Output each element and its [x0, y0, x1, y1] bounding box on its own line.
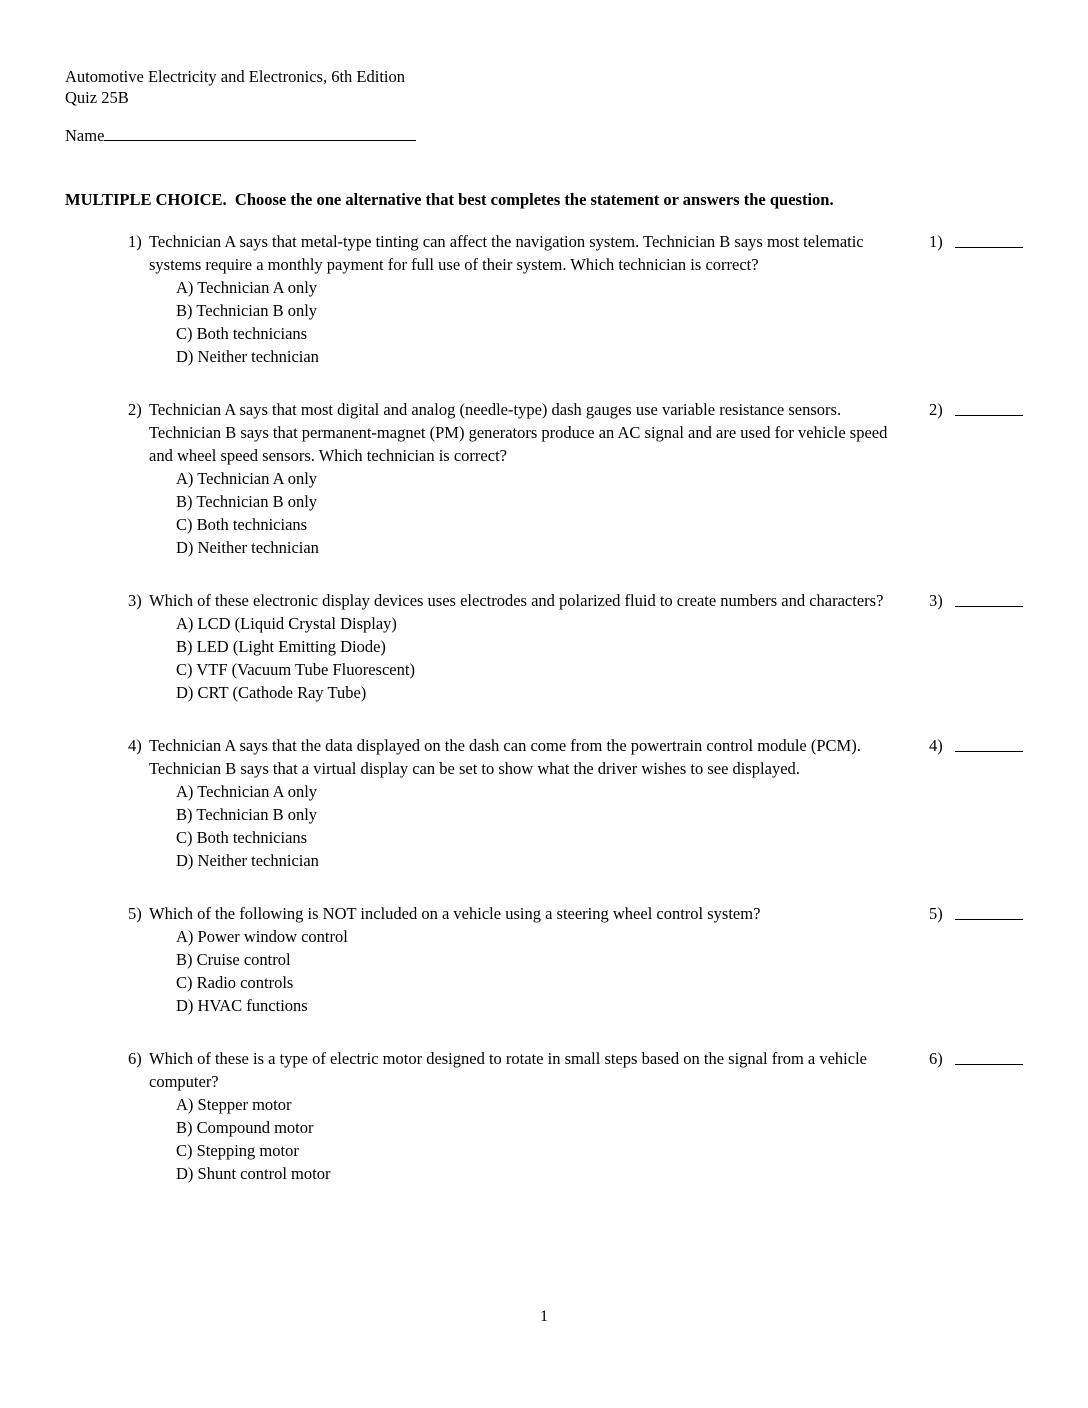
answer-area	[929, 589, 1025, 612]
answer-number: 6)	[929, 1049, 943, 1068]
answer-blank[interactable]	[955, 734, 1023, 752]
answer-number: 2)	[929, 400, 943, 419]
question-option: A) Technician A only	[176, 782, 318, 801]
question-number: 4)	[128, 736, 142, 755]
answer-area	[929, 734, 1025, 757]
answer-number: 4)	[929, 736, 943, 755]
answer-area	[929, 230, 1025, 253]
questions-list	[128, 230, 1025, 1185]
question-text: Technician A says that the data displayed on the dash can come from the powertrain control module (PCM). Technician B says that a virtual display can be set to show what the driver wishes to see displayed.	[149, 736, 861, 778]
question-option: D) Neither technician	[176, 347, 319, 366]
answer-blank[interactable]	[955, 1047, 1023, 1065]
question-option: B) Cruise control	[176, 950, 291, 969]
answer-number: 3)	[929, 591, 943, 610]
question-option: D) Neither technician	[176, 538, 319, 557]
question-text: Which of these electronic display devices uses electrodes and polarized fluid to create numbers and characters?	[149, 591, 884, 610]
question-option: D) Neither technician	[176, 851, 319, 870]
question-option: C) Radio controls	[176, 973, 294, 992]
question-option: D) CRT (Cathode Ray Tube)	[176, 683, 367, 702]
page-number: 1	[540, 1308, 548, 1325]
question-option: C) Both technicians	[176, 828, 308, 847]
question-option: C) Stepping motor	[176, 1141, 299, 1160]
question-number: 1)	[128, 232, 142, 251]
quiz-title: Quiz 25B	[65, 88, 129, 107]
answer-number: 1)	[929, 232, 943, 251]
answer-number: 5)	[929, 904, 943, 923]
question-option: B) Technician B only	[176, 805, 318, 824]
question-option: A) Stepper motor	[176, 1095, 292, 1114]
answer-blank[interactable]	[955, 398, 1023, 416]
question-option: A) Technician A only	[176, 278, 318, 297]
question-block	[128, 734, 1025, 872]
question-block	[128, 230, 1025, 368]
question-block	[128, 589, 1025, 704]
instructions: MULTIPLE CHOICE. Choose the one alternative that best completes the statement or answers the question.	[65, 190, 834, 209]
question-option: D) HVAC functions	[176, 996, 308, 1015]
answer-area	[929, 1047, 1025, 1070]
question-option: B) Technician B only	[176, 492, 318, 511]
answer-blank[interactable]	[955, 230, 1023, 248]
name-blank[interactable]	[104, 125, 416, 141]
name-row	[65, 125, 1025, 146]
answer-blank[interactable]	[955, 902, 1023, 920]
question-number: 5)	[128, 904, 142, 923]
question-block	[128, 398, 1025, 559]
question-option: A) Technician A only	[176, 469, 318, 488]
answer-area	[929, 398, 1025, 421]
question-number: 2)	[128, 400, 142, 419]
question-option: D) Shunt control motor	[176, 1164, 331, 1183]
question-option: C) Both technicians	[176, 324, 308, 343]
name-label: Name	[65, 126, 105, 145]
question-text: Which of these is a type of electric motor designed to rotate in small steps based on the signal from a vehicle computer?	[149, 1049, 867, 1091]
question-text: Technician A says that metal-type tinting can affect the navigation system. Technician B says most telematic systems require a monthly payment for full use of their system. Which technician is correct?	[149, 232, 864, 274]
question-text: Which of the following is NOT included on a vehicle using a steering wheel control system?	[149, 904, 761, 923]
question-text: Technician A says that most digital and analog (needle-type) dash gauges use variable resistance sensors. Technician B says that permanent-magnet (PM) generators produce an AC signal and are used for vehicle speed and wheel speed sensors. Which technician is correct?	[149, 400, 888, 465]
question-option: B) Technician B only	[176, 301, 318, 320]
question-option: B) Compound motor	[176, 1118, 314, 1137]
book-title: Automotive Electricity and Electronics, 6th Edition	[65, 67, 405, 86]
question-number: 6)	[128, 1049, 142, 1068]
question-block	[128, 902, 1025, 1017]
question-option: B) LED (Light Emitting Diode)	[176, 637, 386, 656]
answer-area	[929, 902, 1025, 925]
answer-blank[interactable]	[955, 589, 1023, 607]
question-option: A) LCD (Liquid Crystal Display)	[176, 614, 397, 633]
question-option: C) Both technicians	[176, 515, 308, 534]
question-option: A) Power window control	[176, 927, 348, 946]
document-header	[65, 66, 1025, 108]
question-option: C) VTF (Vacuum Tube Fluorescent)	[176, 660, 415, 679]
question-number: 3)	[128, 591, 142, 610]
question-block	[128, 1047, 1025, 1185]
